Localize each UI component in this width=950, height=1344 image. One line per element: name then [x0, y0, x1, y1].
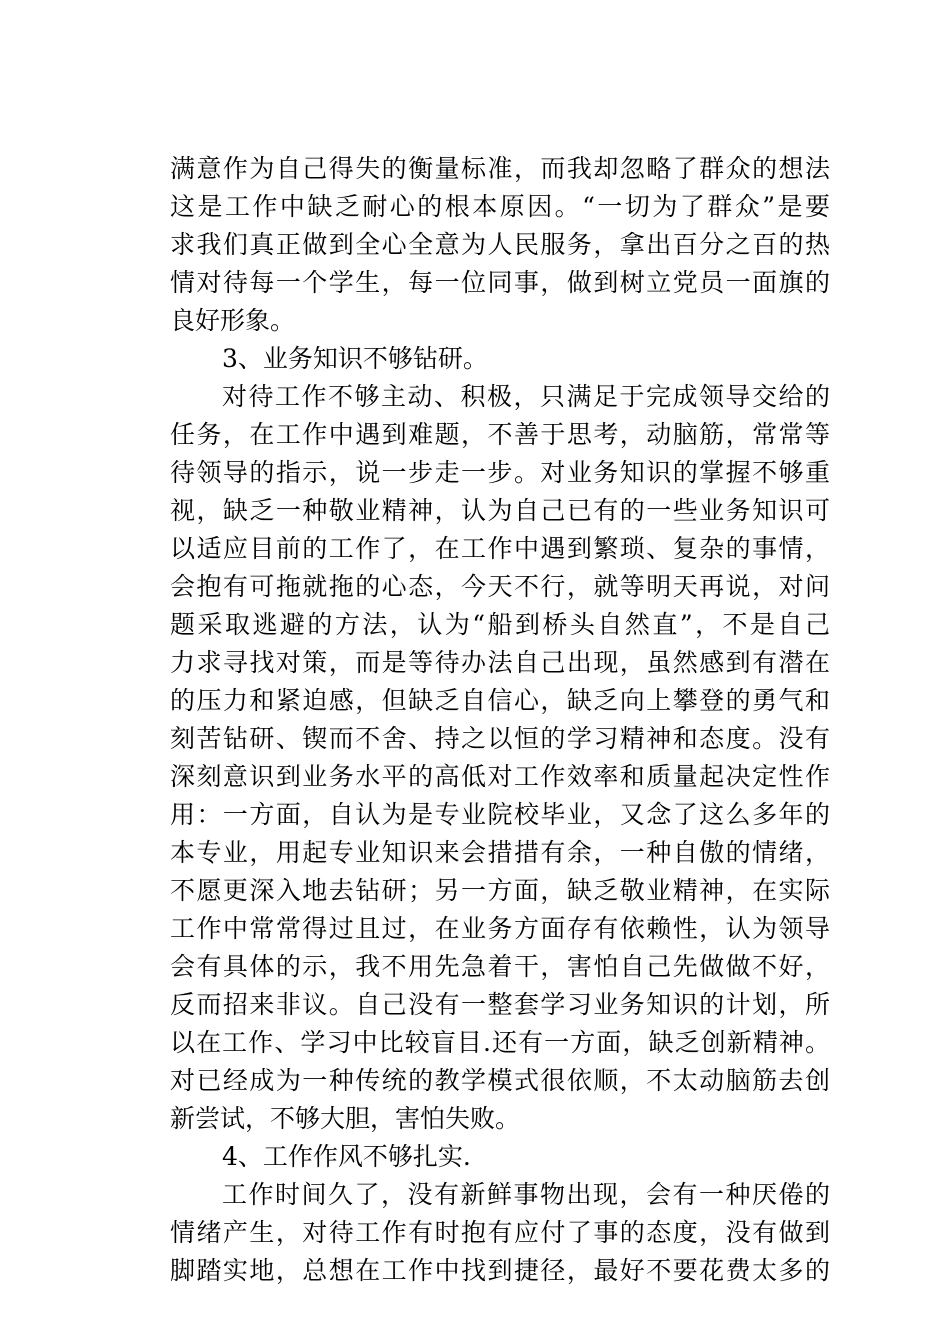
text-line: 会抱有可拖就拖的心态，今天不行，就等明天再说，对问: [170, 572, 830, 601]
text-line: 情对待每一个学生，每一位同事，做到树立党员一面旗的: [170, 268, 830, 297]
text-line: 3、业务知识不够钻研。: [222, 344, 488, 373]
text-line: 良好形象。: [170, 306, 296, 335]
text-line: 满意作为自己得失的衡量标准，而我却忽略了群众的想法: [170, 154, 830, 183]
text-line: 用：一方面，自认为是专业院校毕业，又念了这么多年的: [170, 800, 830, 829]
text-line: 待领导的指示，说一步走一步。对业务知识的掌握不够重: [170, 458, 830, 487]
text-line: 脚踏实地，总想在工作中找到捷径，最好不要花费太多的: [170, 1256, 830, 1285]
text-line: 情绪产生，对待工作有时抱有应付了事的态度，没有做到: [170, 1218, 830, 1247]
text-line: 4、工作作风不够扎实.: [222, 1142, 471, 1171]
document-page: [170, 150, 830, 1290]
text-line: 工作时间久了，没有新鲜事物出现，会有一种厌倦的: [222, 1180, 830, 1209]
text-line: 力求寻找对策，而是等待办法自己出现，虽然感到有潜在: [170, 648, 830, 677]
text-line: 深刻意识到业务水平的高低对工作效率和质量起决定性作: [170, 762, 830, 791]
text-line: 会有具体的示，我不用先急着干，害怕自己先做做不好，: [170, 952, 830, 981]
text-line: 以适应目前的工作了，在工作中遇到繁琐、复杂的事情，: [170, 534, 830, 563]
text-line: 视，缺乏一种敬业精神，认为自己已有的一些业务知识可: [170, 496, 830, 525]
text-line: 对已经成为一种传统的教学模式很依顺，不太动脑筋去创: [170, 1066, 830, 1095]
text-line: 刻苦钻研、锲而不舍、持之以恒的学习精神和态度。没有: [170, 724, 830, 753]
text-line: 不愿更深入地去钻研；另一方面，缺乏敬业精神，在实际: [170, 876, 830, 905]
text-line: 任务，在工作中遇到难题，不善于思考，动脑筋，常常等: [170, 420, 830, 449]
text-line: 题采取逃避的方法，认为“船到桥头自然直”，不是自己: [170, 610, 830, 639]
text-line: 新尝试，不够大胆，害怕失败。: [170, 1104, 521, 1133]
text-line: 求我们真正做到全心全意为人民服务，拿出百分之百的热: [170, 230, 830, 259]
text-line: 反而招来非议。自己没有一整套学习业务知识的计划，所: [170, 990, 830, 1019]
text-line: 对待工作不够主动、积极，只满足于完成领导交给的: [222, 382, 830, 411]
text-line: 以在工作、学习中比较盲目.还有一方面，缺乏创新精神。: [170, 1028, 830, 1057]
text-line: 的压力和紧迫感，但缺乏自信心，缺乏向上攀登的勇气和: [170, 686, 830, 715]
text-line: 这是工作中缺乏耐心的根本原因。“一切为了群众”是要: [170, 192, 830, 221]
text-line: 本专业，用起专业知识来会措措有余，一种自傲的情绪，: [170, 838, 830, 867]
text-line: 工作中常常得过且过，在业务方面存有依赖性，认为领导: [170, 914, 830, 943]
